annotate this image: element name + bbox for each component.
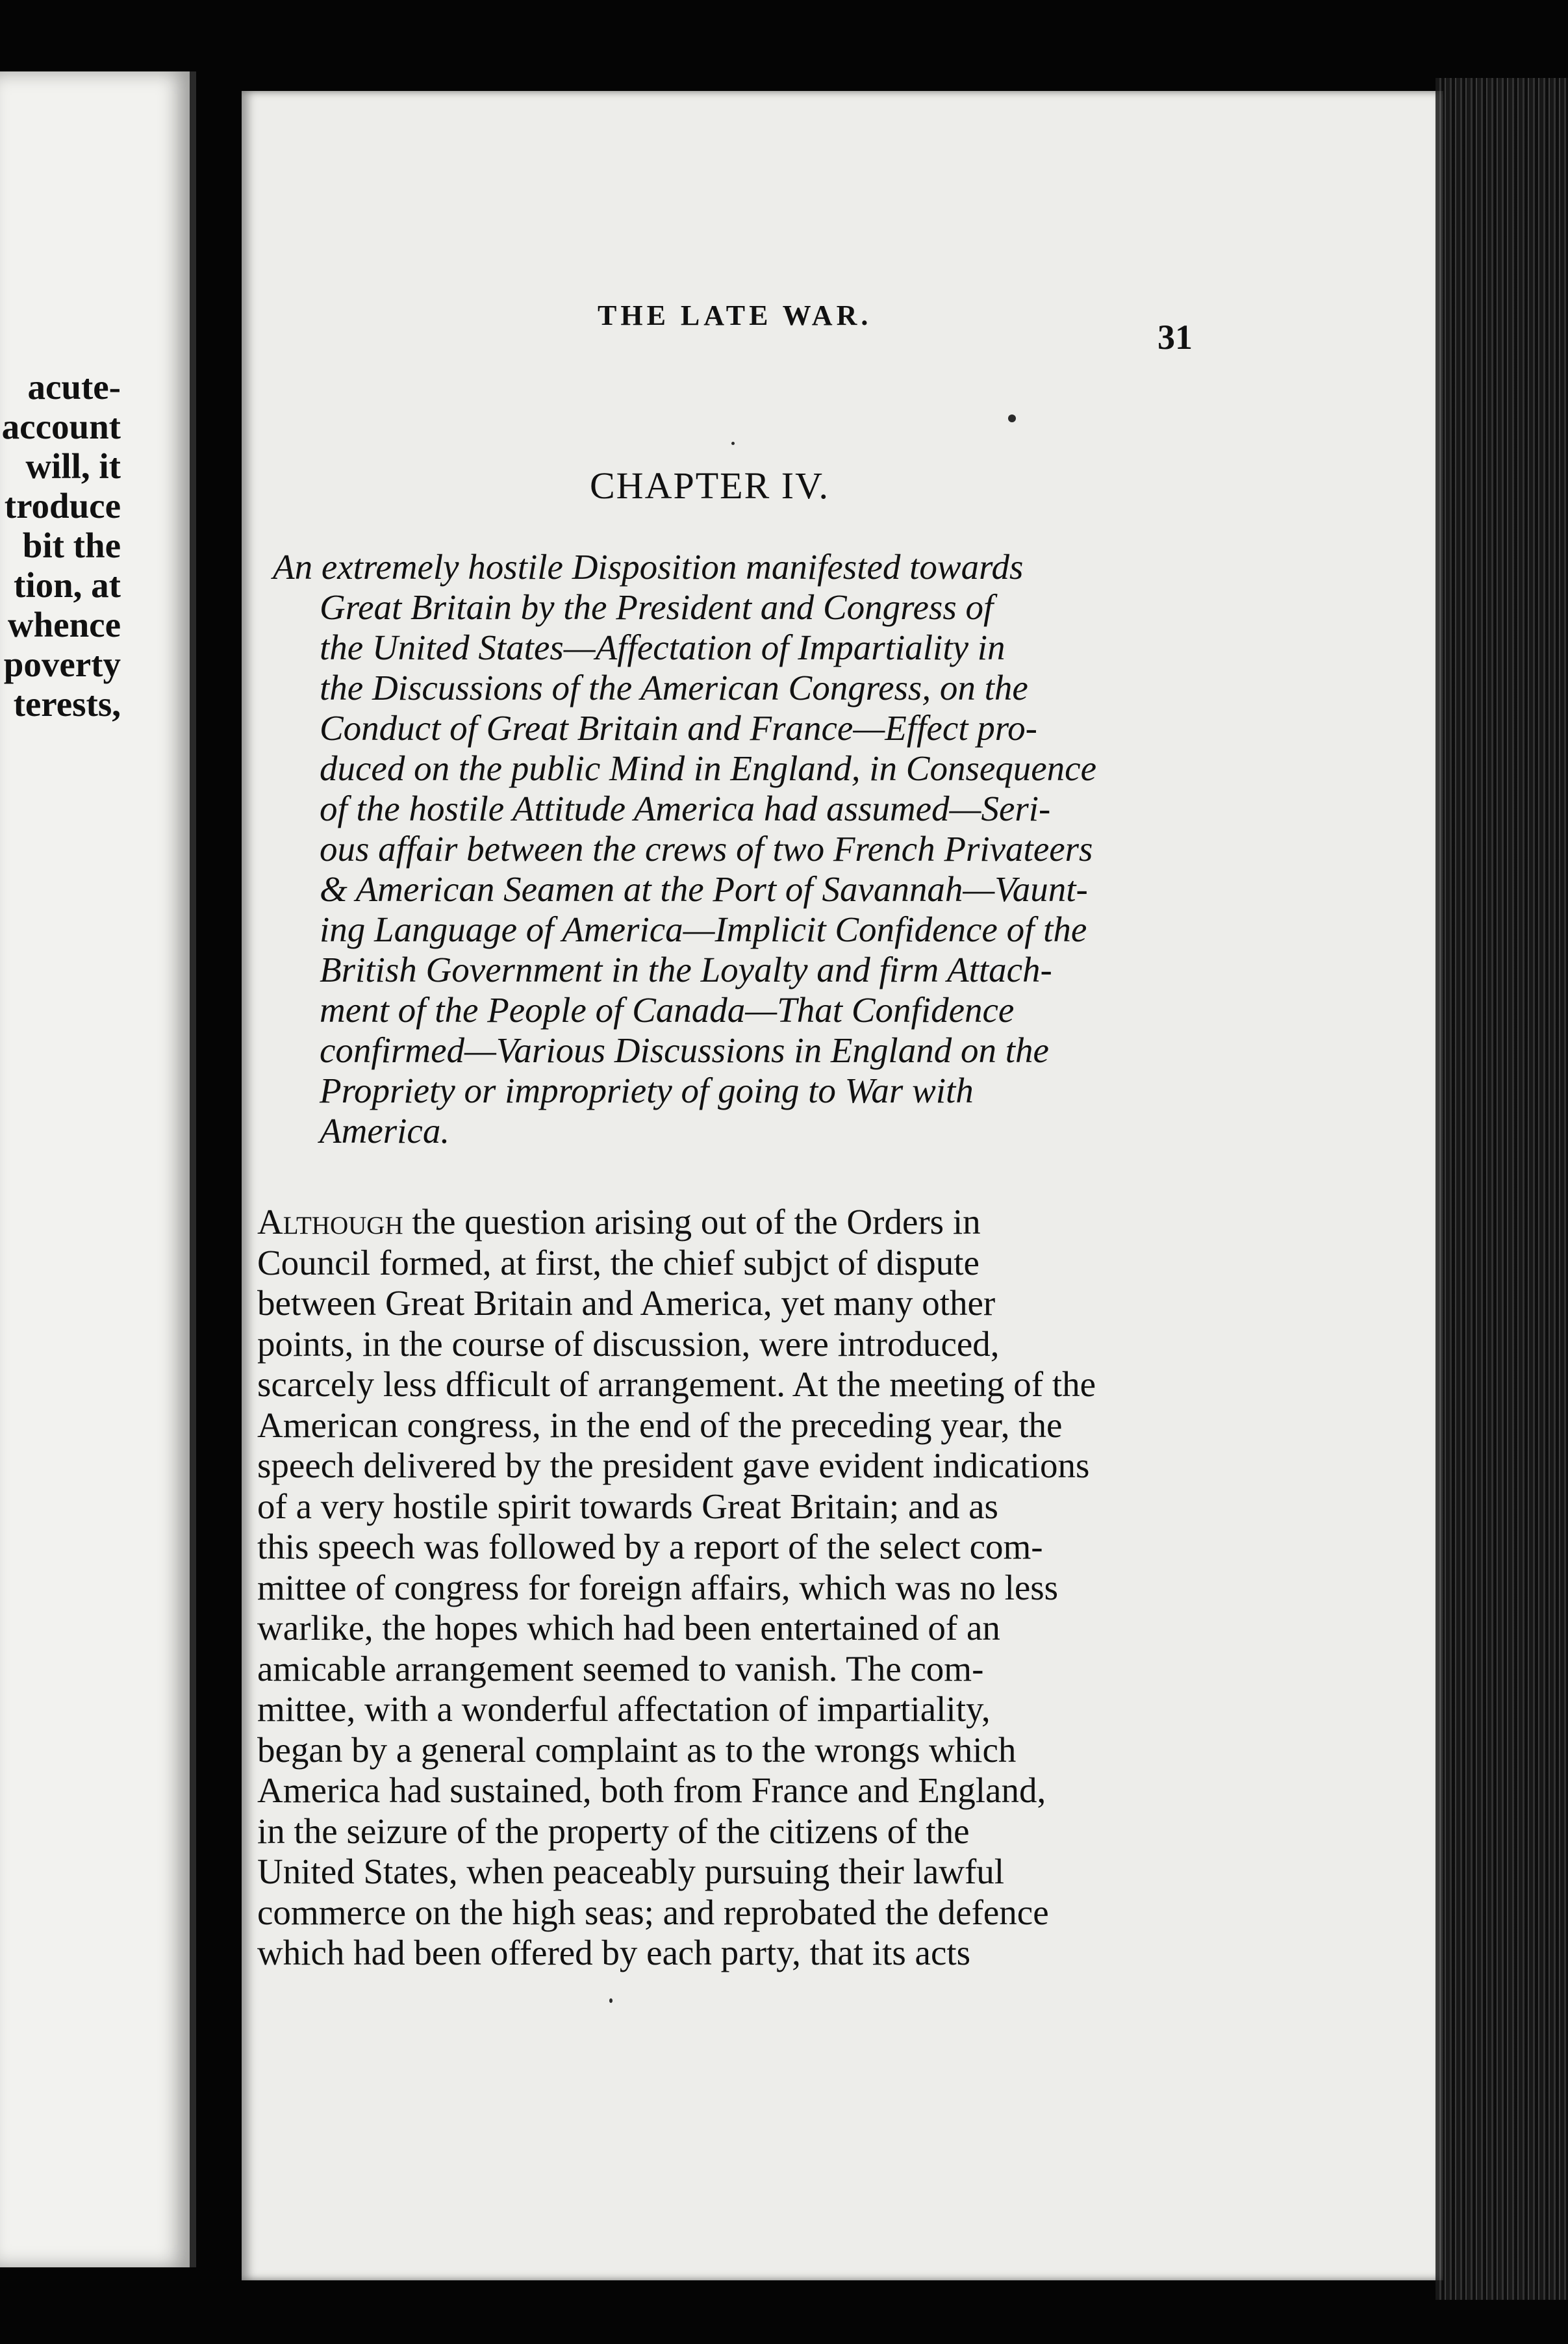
argument-line: An extremely hostile Disposition manifested towards [273, 547, 1024, 587]
ink-speck [1008, 414, 1016, 422]
left-page-line: poverty [3, 644, 121, 684]
left-page-line: troduce [4, 486, 121, 526]
left-page-line: whence [7, 605, 121, 644]
body-line: mittee, with a wonderful affectation of impartiality, [257, 1689, 991, 1729]
book-edge [1435, 78, 1568, 2300]
body-text [257, 1202, 1170, 1974]
left-facing-page [0, 71, 196, 2267]
body-line: United States, when peaceably pursuing their lawful [257, 1852, 1005, 1891]
chapter-argument [273, 547, 1176, 1151]
left-page-text-fragments [0, 367, 121, 724]
chapter-title: CHAPTER IV. [590, 465, 829, 507]
argument-line: Conduct of Great Britain and France—Effect pro- [320, 708, 1037, 748]
body-line: America had sustained, both from France and England, [257, 1770, 1046, 1810]
argument-line: the United States—Affectation of Impartiality in [320, 628, 1005, 667]
left-page-line: bit the [22, 526, 121, 565]
body-line: American congress, in the end of the preceding year, the [257, 1405, 1063, 1445]
lead-word: Although [257, 1202, 403, 1242]
body-line: in the seizure of the property of the citizens of the [257, 1811, 970, 1851]
left-page-line: acute- [27, 367, 121, 407]
body-line: scarcely less dfficult of arrangement. At the meeting of the [257, 1364, 1096, 1404]
argument-line: Propriety or impropriety of going to War with [320, 1071, 974, 1110]
body-line: between Great Britain and America, yet many other [257, 1283, 996, 1323]
left-page-line: terests, [13, 684, 121, 724]
body-line: speech delivered by the president gave evident indications [257, 1446, 1090, 1485]
argument-line: America. [320, 1111, 450, 1151]
page-number: 31 [1157, 318, 1193, 357]
argument-line: ing Language of America—Implicit Confidence of the [320, 910, 1087, 949]
argument-line: Great Britain by the President and Congress of [320, 587, 994, 627]
argument-line: & American Seamen at the Port of Savannah—Vaunt- [320, 869, 1088, 909]
body-line: points, in the course of discussion, were introduced, [257, 1323, 1000, 1364]
body-line: Council formed, at first, the chief subjct of dispute [257, 1242, 980, 1282]
argument-line: ment of the People of Canada—That Confidence [320, 990, 1015, 1030]
first-line-rest: the question arising out of the Orders in [403, 1202, 981, 1242]
ink-speck [731, 442, 735, 445]
body-line: this speech was followed by a report of the select com- [257, 1527, 1043, 1566]
body-line: amicable arrangement seemed to vanish. The com- [257, 1648, 984, 1688]
body-first-line [257, 1202, 1170, 1243]
body-line: commerce on the high seas; and reprobated the defence [257, 1892, 1049, 1932]
body-line: of a very hostile spirit towards Great Britain; and as [257, 1486, 998, 1526]
body-line: warlike, the hopes which had been entertained of an [257, 1608, 1000, 1648]
argument-line: the Discussions of the American Congress, on the [320, 668, 1028, 707]
body-line: began by a general complaint as to the wrongs which [257, 1729, 1017, 1770]
running-head: THE LATE WAR. [598, 299, 872, 331]
left-page-line: will, it [25, 446, 121, 486]
ink-speck [609, 1998, 613, 2003]
left-page-line: tion, at [14, 565, 121, 605]
left-page-line: account [1, 407, 121, 446]
argument-line: ous affair between the crews of two French Privateers [320, 829, 1093, 869]
argument-line: of the hostile Attitude America had assumed—Seri- [320, 789, 1051, 828]
argument-line: confirmed—Various Discussions in England on the [320, 1030, 1049, 1070]
body-line: mittee of congress for foreign affairs, which was no less [257, 1567, 1059, 1607]
body-line: which had been offered by each party, that its acts [257, 1933, 971, 1972]
argument-line: British Government in the Loyalty and firm Attach- [320, 950, 1052, 989]
argument-line: duced on the public Mind in England, in Consequence [320, 748, 1097, 788]
